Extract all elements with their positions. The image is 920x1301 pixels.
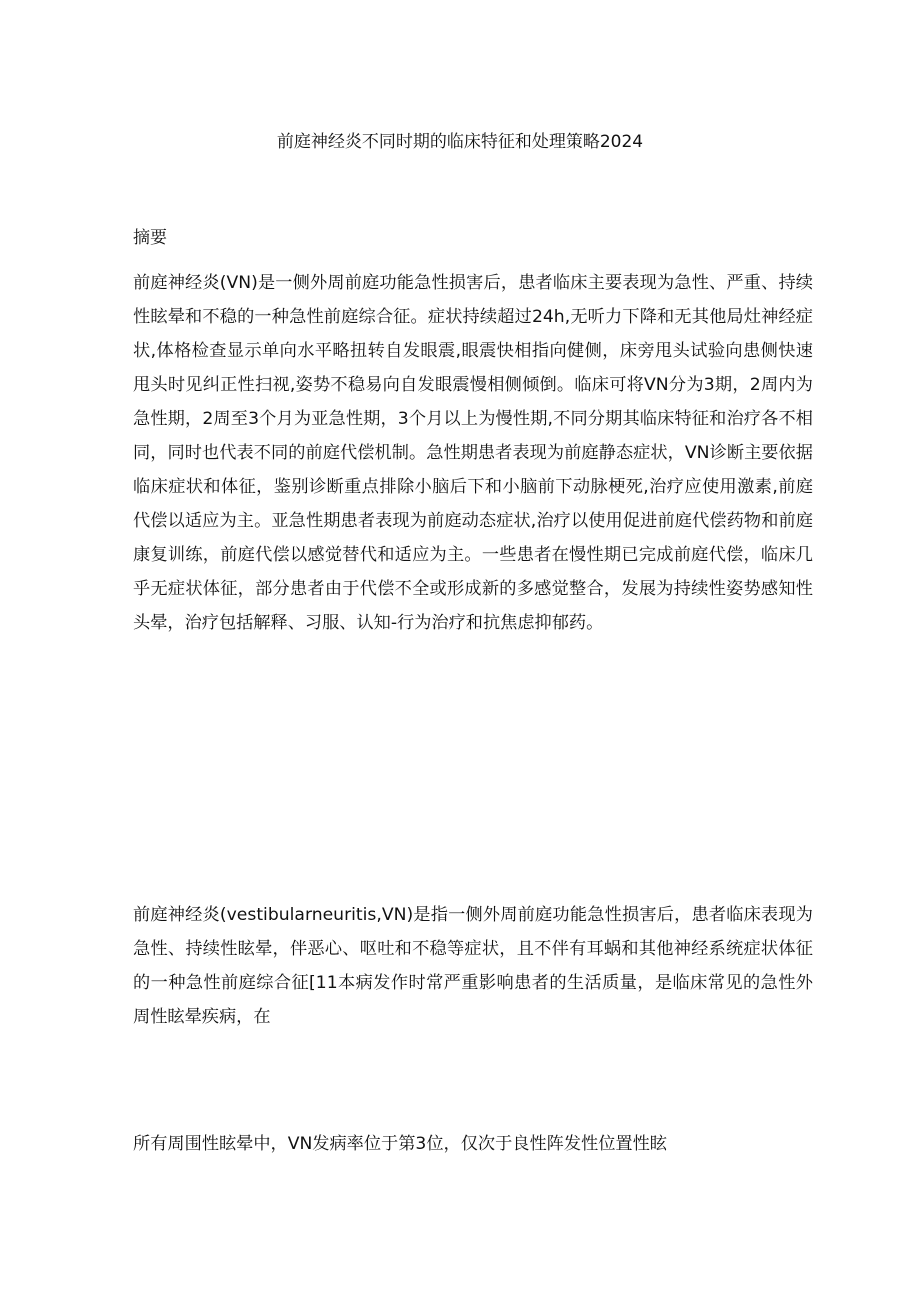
body-paragraph: 所有周围性眩晕中，VN发病率位于第3位，仅次于良性阵发性位置性眩	[133, 1134, 667, 1154]
abstract-paragraph: 前庭神经炎(VN)是一侧外周前庭功能急性损害后，患者临床主要表现为急性、严重、持续性眩晕和不稳的一种急性前庭综合征。症状持续超过24h,无听力下降和无其他局灶神经症状,体格检查显示单向水平略扭转自发眼震,眼震快相指向健侧，床旁甩头试验向患侧快速甩头时见纠正性扫视,姿势不稳易向自发眼震慢相侧倾倒。临床可将VN分为3期，2周内为急性期，2周至3个月为亚急性期，3个月以上为慢性期,不同分期其临床特征和治疗各不相同，同时也代表不同的前庭代偿机制。急性期患者表现为前庭静态症状，VN诊断主要依据临床症状和体征，鉴别诊断重点排除小脑后下和小脑前下动脉梗死,治疗应使用激素,前庭代偿以适应为主。亚急性期患者表现为前庭动态症状,治疗以使用促进前庭代偿药物和前庭康复训练，前庭代偿以感觉替代和适应为主。一些患者在慢性期已完成前庭代偿，临床几乎无症状体征，部分患者由于代偿不全或形成新的多感觉整合，发展为持续性姿势感知性头晕，治疗包括解释、习服、认知-行为治疗和抗焦虑抑郁药。	[133, 273, 813, 633]
document-title: 前庭神经炎不同时期的临床特征和处理策略2024	[276, 132, 644, 152]
abstract-heading: 摘要	[133, 228, 167, 248]
body-paragraph: 前庭神经炎(vestibularneuritis,VN)是指一侧外周前庭功能急性损害后，患者临床表现为急性、持续性眩晕，伴恶心、呕吐和不稳等症状，且不伴有耳蜗和其他神经系统症状体征的一种急性前庭综合征[11本病发作时常严重影响患者的生活质量，是临床常见的急性外周性眩晕疾病，在	[133, 905, 813, 1027]
